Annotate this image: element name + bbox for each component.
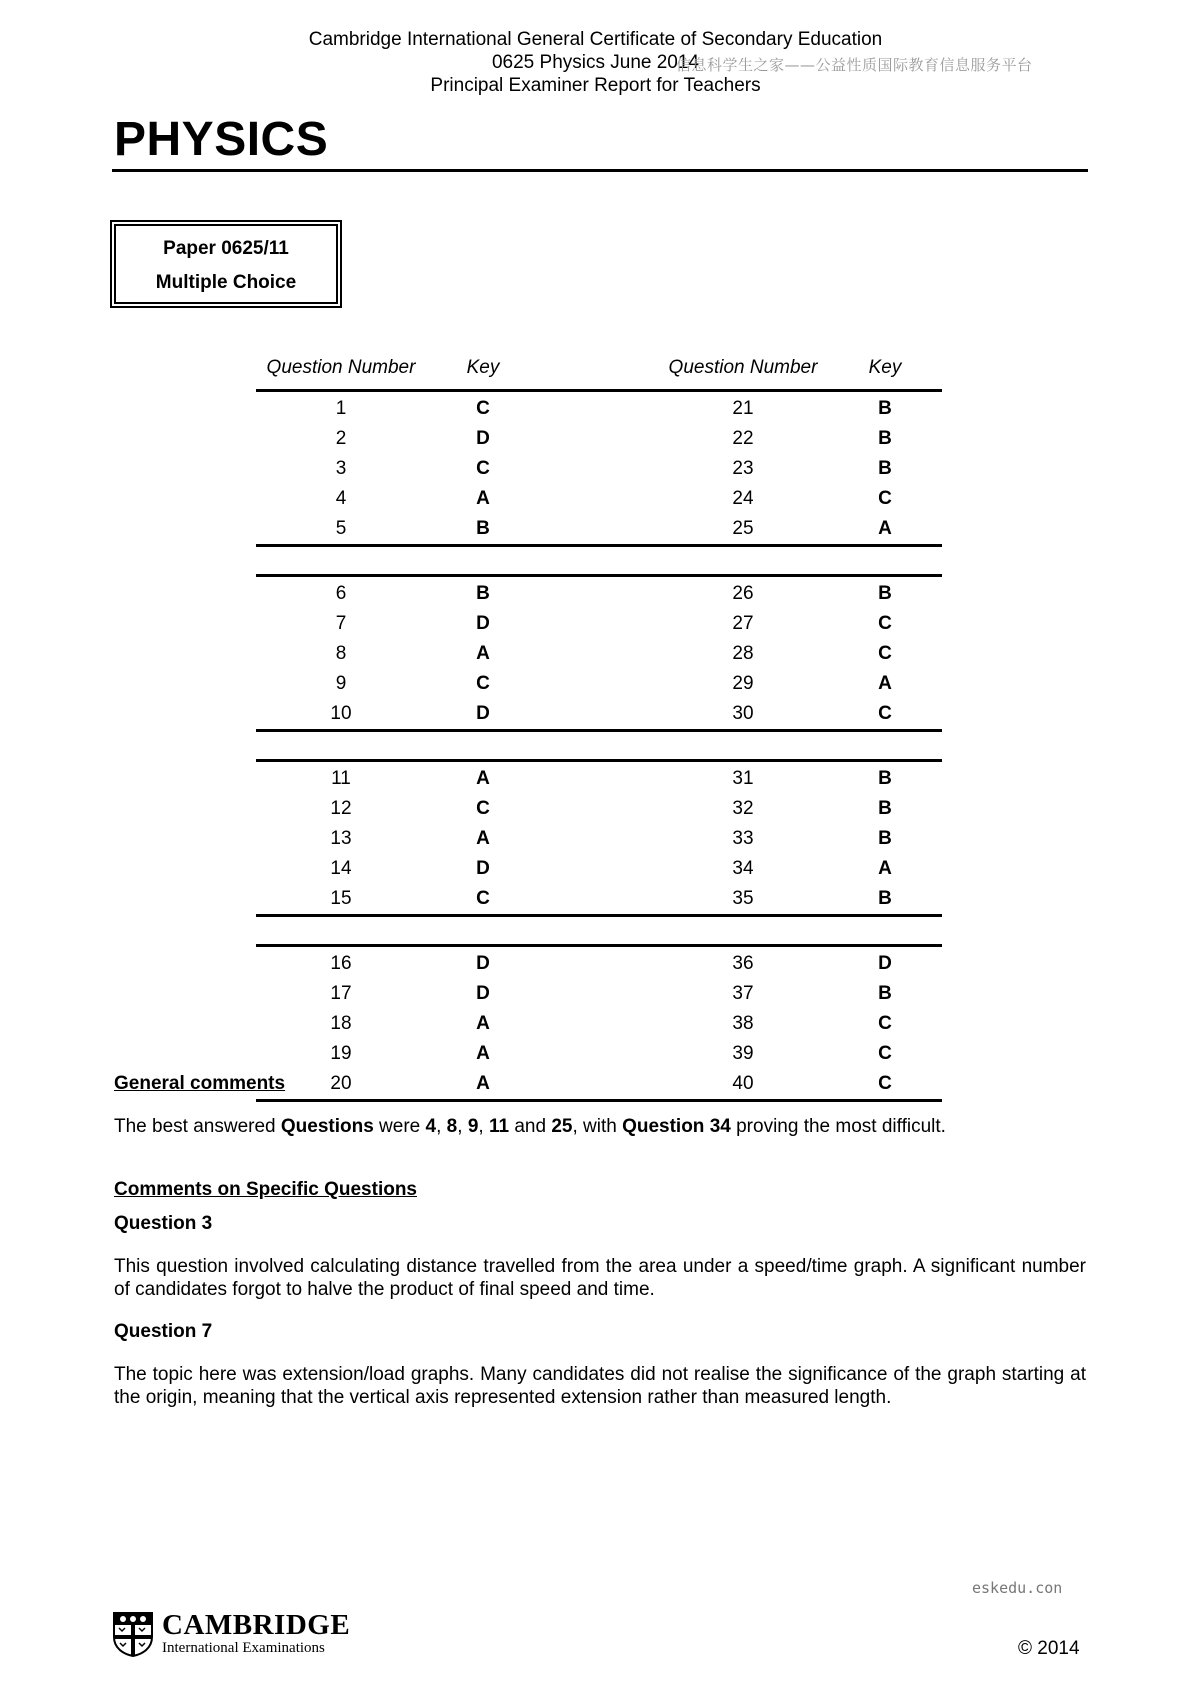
page-title: PHYSICS bbox=[114, 113, 329, 166]
table-row bbox=[256, 794, 942, 824]
separator-cell bbox=[426, 731, 540, 761]
question-number: 2 bbox=[335, 428, 347, 449]
answer-key: A bbox=[878, 673, 892, 694]
question-number: 37 bbox=[732, 983, 754, 1004]
question-number: 23 bbox=[732, 458, 754, 479]
spacer-cell bbox=[540, 514, 658, 546]
cambridge-crest-icon bbox=[112, 1611, 154, 1657]
table-row bbox=[256, 884, 942, 916]
bold-text: 11 bbox=[488, 1116, 510, 1137]
spacer-cell bbox=[540, 761, 658, 795]
answer-key: B bbox=[426, 514, 540, 546]
spacer-cell bbox=[540, 884, 658, 916]
question-number: 35 bbox=[658, 884, 828, 916]
header-line-3: Principal Examiner Report for Teachers bbox=[430, 75, 761, 96]
text-run: , bbox=[478, 1116, 489, 1137]
question-7-heading: Question 7 bbox=[114, 1321, 213, 1342]
question-number: 16 bbox=[330, 953, 352, 974]
answer-key: D bbox=[878, 953, 892, 974]
logo-wordmark bbox=[162, 1611, 350, 1657]
question-number: 17 bbox=[330, 983, 352, 1004]
spacer-cell bbox=[540, 424, 658, 454]
separator-cell bbox=[426, 916, 540, 946]
question-number: 39 bbox=[732, 1043, 754, 1064]
answer-key: B bbox=[878, 983, 892, 1004]
header-question-number-left: Question Number bbox=[256, 356, 426, 391]
table-row bbox=[256, 576, 942, 610]
answer-key: B bbox=[828, 884, 942, 916]
separator-cell bbox=[426, 546, 540, 576]
answer-key: C bbox=[476, 673, 490, 694]
table-row bbox=[256, 1009, 942, 1039]
question-number: 31 bbox=[732, 768, 754, 789]
question-number: 20 bbox=[256, 1069, 426, 1101]
answer-key: C bbox=[476, 398, 490, 419]
general-comments bbox=[114, 1072, 1086, 1138]
table-row bbox=[256, 424, 942, 454]
question-number: 10 bbox=[256, 699, 426, 731]
header-key-left: Key bbox=[426, 356, 540, 391]
spacer-cell bbox=[540, 1009, 658, 1039]
spacer-cell bbox=[540, 669, 658, 699]
answer-key: D bbox=[476, 953, 490, 974]
question-number: 4 bbox=[335, 488, 347, 509]
table-row bbox=[256, 391, 942, 425]
copyright: © 2014 bbox=[1018, 1638, 1080, 1659]
question-number: 7 bbox=[335, 613, 347, 634]
table-row bbox=[256, 454, 942, 484]
table-row bbox=[256, 484, 942, 514]
text-run: and bbox=[509, 1116, 552, 1137]
table-row bbox=[256, 514, 942, 546]
question-7-text: The topic here was extension/load graphs. Many candidates did not realise the significance of the graph starting at the origin, meaning that the vertical axis represented extension rather than measured length. bbox=[114, 1364, 1086, 1408]
paper-type: Multiple Choice bbox=[155, 272, 297, 293]
group-separator bbox=[256, 731, 942, 761]
answer-key: A bbox=[476, 488, 490, 509]
bold-text: Questions bbox=[280, 1116, 374, 1137]
separator-cell bbox=[828, 916, 942, 946]
question-number: 19 bbox=[330, 1043, 352, 1064]
table-header-row bbox=[256, 356, 942, 391]
answer-key: A bbox=[476, 1043, 490, 1064]
question-number: 40 bbox=[658, 1069, 828, 1101]
answer-key: A bbox=[476, 768, 490, 789]
question-number: 21 bbox=[732, 398, 754, 419]
text-run: , bbox=[436, 1116, 447, 1137]
answer-key: A bbox=[878, 858, 892, 879]
header-spacer bbox=[540, 356, 658, 391]
spacer-cell bbox=[540, 854, 658, 884]
table-row bbox=[256, 824, 942, 854]
paper-code: Paper 0625/11 bbox=[163, 238, 289, 259]
question-number: 8 bbox=[335, 643, 347, 664]
question-number: 6 bbox=[335, 583, 347, 604]
answer-key: A bbox=[476, 643, 490, 664]
bold-text: Question 34 bbox=[622, 1116, 731, 1137]
answer-key: B bbox=[878, 768, 892, 789]
table-row bbox=[256, 669, 942, 699]
answer-key: D bbox=[476, 613, 490, 634]
question-number: 18 bbox=[330, 1013, 352, 1034]
chinese-watermark: 信息科学生之家——公益性质国际教育信息服务平台 bbox=[676, 56, 1033, 74]
question-number: 38 bbox=[732, 1013, 754, 1034]
table-row bbox=[256, 699, 942, 731]
answer-key: B bbox=[878, 798, 892, 819]
separator-cell bbox=[256, 546, 426, 576]
answer-key: B bbox=[878, 398, 892, 419]
question-number: 24 bbox=[732, 488, 754, 509]
question-number: 25 bbox=[658, 514, 828, 546]
question-number: 9 bbox=[335, 673, 347, 694]
table-row bbox=[256, 979, 942, 1009]
answer-key: C bbox=[878, 1013, 892, 1034]
general-comments-heading: General comments bbox=[114, 1073, 286, 1094]
answer-key: B bbox=[476, 583, 490, 604]
question-number: 29 bbox=[732, 673, 754, 694]
question-number: 11 bbox=[331, 768, 351, 789]
answer-key: C bbox=[828, 699, 942, 731]
question-number: 14 bbox=[330, 858, 352, 879]
answer-key: C bbox=[878, 613, 892, 634]
question-number: 1 bbox=[335, 398, 347, 419]
footer-site-watermark: eskedu.con bbox=[972, 1579, 1063, 1597]
question-number: 15 bbox=[256, 884, 426, 916]
title-rule bbox=[112, 169, 1088, 172]
answer-key: A bbox=[476, 1013, 490, 1034]
spacer-cell bbox=[540, 639, 658, 669]
header-line-2: 0625 Physics June 2014 bbox=[491, 52, 700, 73]
answer-key: C bbox=[878, 1043, 892, 1064]
cambridge-logo bbox=[112, 1611, 350, 1657]
spacer-cell bbox=[540, 609, 658, 639]
table-row bbox=[256, 761, 942, 795]
question-number: 12 bbox=[330, 798, 352, 819]
spacer-cell bbox=[540, 946, 658, 980]
separator-cell bbox=[540, 546, 658, 576]
separator-cell bbox=[658, 546, 828, 576]
answer-key: B bbox=[878, 583, 892, 604]
answer-key: D bbox=[476, 983, 490, 1004]
spacer-cell bbox=[540, 979, 658, 1009]
answer-key: A bbox=[476, 828, 490, 849]
answer-key: C bbox=[476, 458, 490, 479]
spacer-cell bbox=[540, 1039, 658, 1069]
question-number: 22 bbox=[732, 428, 754, 449]
group-separator bbox=[256, 546, 942, 576]
separator-cell bbox=[828, 546, 942, 576]
text-run: The best answered bbox=[114, 1116, 281, 1137]
text-run: were bbox=[373, 1116, 426, 1137]
separator-cell bbox=[828, 731, 942, 761]
question-number: 27 bbox=[732, 613, 754, 634]
answer-key-table bbox=[256, 356, 942, 1102]
question-3-heading: Question 3 bbox=[114, 1213, 213, 1234]
table-row bbox=[256, 854, 942, 884]
bold-text: 9 bbox=[467, 1116, 479, 1137]
separator-cell bbox=[256, 916, 426, 946]
separator-cell bbox=[658, 916, 828, 946]
answer-key: B bbox=[878, 428, 892, 449]
question-number: 26 bbox=[732, 583, 754, 604]
header-question-number-right: Question Number bbox=[658, 356, 828, 391]
table-row bbox=[256, 639, 942, 669]
text-run: , with bbox=[572, 1116, 623, 1137]
separator-cell bbox=[256, 731, 426, 761]
table-row bbox=[256, 1039, 942, 1069]
answer-key: D bbox=[476, 428, 490, 449]
separator-cell bbox=[658, 731, 828, 761]
general-comments-text bbox=[114, 1115, 1086, 1138]
text-run: proving the most difficult. bbox=[730, 1116, 946, 1137]
bold-text: 4 bbox=[425, 1116, 437, 1137]
separator-cell bbox=[540, 916, 658, 946]
spacer-cell bbox=[540, 699, 658, 731]
spacer-cell bbox=[540, 794, 658, 824]
header-line-1: Cambridge International General Certificate of Secondary Education bbox=[308, 29, 883, 50]
paper-box bbox=[110, 220, 342, 308]
specific-comments bbox=[114, 1178, 1086, 1409]
bold-text: 25 bbox=[551, 1116, 573, 1137]
question-number: 5 bbox=[256, 514, 426, 546]
question-number: 30 bbox=[658, 699, 828, 731]
spacer-cell bbox=[540, 824, 658, 854]
logo-main-text: CAMBRIDGE bbox=[162, 1609, 351, 1641]
question-number: 13 bbox=[330, 828, 352, 849]
question-number: 32 bbox=[732, 798, 754, 819]
question-number: 36 bbox=[732, 953, 754, 974]
separator-cell bbox=[540, 731, 658, 761]
answer-key: C bbox=[828, 1069, 942, 1101]
table-row bbox=[256, 609, 942, 639]
paper-box-inner bbox=[114, 224, 338, 304]
header-key-right: Key bbox=[828, 356, 942, 391]
answer-key: C bbox=[426, 884, 540, 916]
group-separator bbox=[256, 916, 942, 946]
answer-key: A bbox=[426, 1069, 540, 1101]
question-number: 33 bbox=[732, 828, 754, 849]
specific-comments-heading: Comments on Specific Questions bbox=[114, 1179, 417, 1200]
answer-key: C bbox=[878, 643, 892, 664]
answer-key: D bbox=[426, 699, 540, 731]
answer-key: B bbox=[878, 458, 892, 479]
question-number: 28 bbox=[732, 643, 754, 664]
spacer-cell bbox=[540, 484, 658, 514]
answer-key: D bbox=[476, 858, 490, 879]
logo-sub-text: International Examinations bbox=[162, 1640, 325, 1656]
spacer-cell bbox=[540, 454, 658, 484]
question-number: 34 bbox=[732, 858, 754, 879]
answer-key: B bbox=[878, 828, 892, 849]
text-run: , bbox=[457, 1116, 468, 1137]
answer-key: A bbox=[828, 514, 942, 546]
answer-key: C bbox=[476, 798, 490, 819]
answer-key: C bbox=[878, 488, 892, 509]
bold-text: 8 bbox=[446, 1116, 458, 1137]
spacer-cell bbox=[540, 391, 658, 425]
spacer-cell bbox=[540, 576, 658, 610]
question-number: 3 bbox=[335, 458, 347, 479]
question-3-text: This question involved calculating distance travelled from the area under a speed/time graph. A significant number of candidates forgot to halve the product of final speed and time. bbox=[114, 1256, 1086, 1300]
table-row bbox=[256, 946, 942, 980]
answer-key-body bbox=[256, 391, 942, 1101]
